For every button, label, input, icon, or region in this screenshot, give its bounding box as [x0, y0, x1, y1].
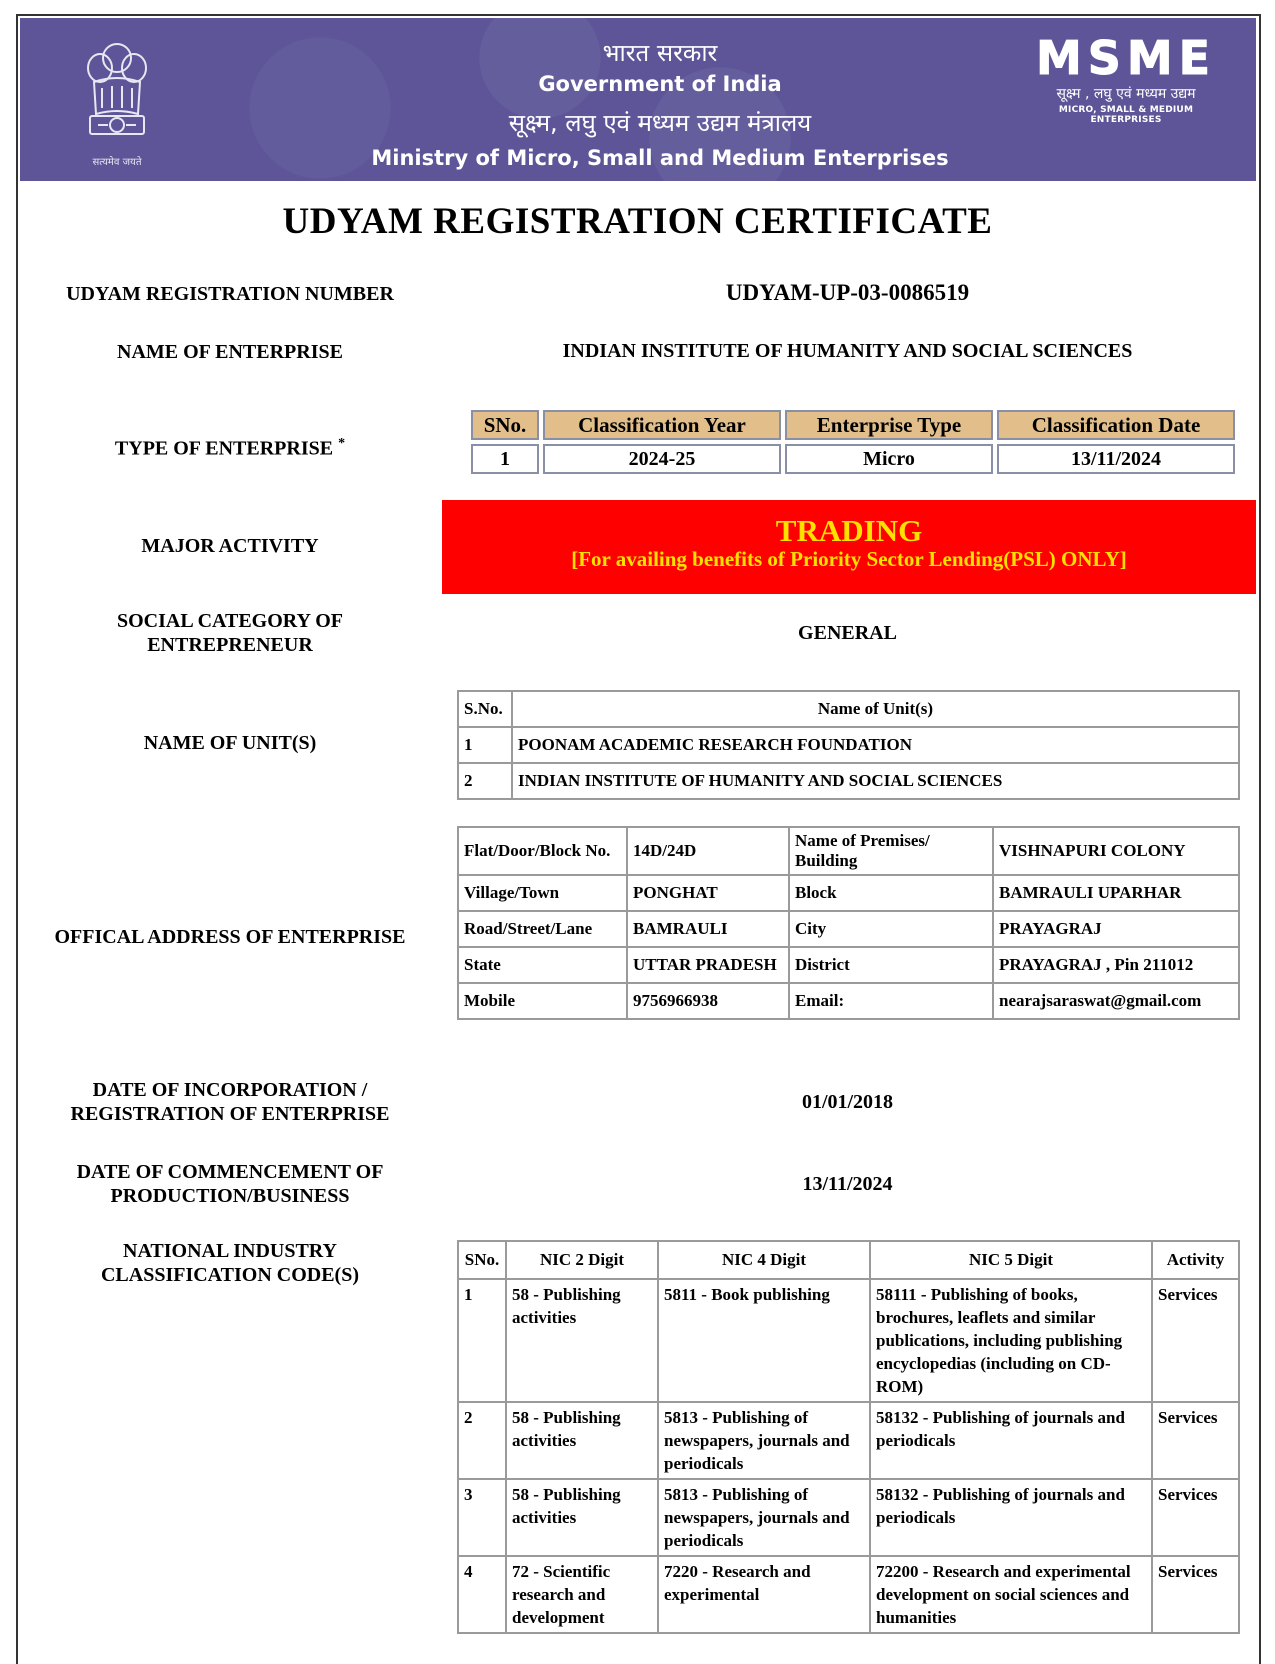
hindi-government: भारत सरकार	[602, 39, 718, 67]
units-cell-name: INDIAN INSTITUTE OF HUMANITY AND SOCIAL SCIENCES	[512, 763, 1239, 799]
nic-cell-sno: 3	[458, 1479, 506, 1556]
class-cell-year: 2024-25	[543, 444, 781, 474]
addr-key: Block	[789, 875, 993, 911]
table-row	[458, 1556, 1239, 1633]
class-header-date: Classification Date	[997, 410, 1235, 440]
nic-cell-sno: 4	[458, 1556, 506, 1633]
label-enterprise-type	[30, 432, 430, 461]
addr-key: Email:	[789, 983, 993, 1019]
label-social-category	[30, 609, 430, 657]
english-government: Government of India	[538, 72, 782, 96]
label-enterprise-name: NAME OF ENTERPRISE	[117, 341, 343, 363]
english-ministry: Ministry of Micro, Small and Medium Enterprises	[371, 146, 949, 170]
nic-table	[457, 1240, 1240, 1634]
units-cell-sno: 2	[458, 763, 512, 799]
nic-cell-2digit: 72 - Scientific research and development	[506, 1556, 658, 1633]
addr-value: 9756966938	[627, 983, 789, 1019]
addr-key: Name of Premises/ Building	[789, 827, 993, 875]
nic-cell-activity: Services	[1152, 1279, 1239, 1402]
label-incorporation	[30, 1078, 430, 1126]
class-header-type: Enterprise Type	[785, 410, 993, 440]
label-commencement	[30, 1160, 430, 1208]
addr-key: Road/Street/Lane	[458, 911, 627, 947]
table-row	[458, 1402, 1239, 1479]
addr-key: Village/Town	[458, 875, 627, 911]
label-address: OFFICAL ADDRESS OF ENTERPRISE	[54, 926, 406, 948]
label-social-category-l2: ENTREPRENEUR	[147, 634, 313, 656]
value-commencement-date: 13/11/2024	[802, 1173, 893, 1195]
major-activity-note: [For availing benefits of Priority Sector Lending(PSL) ONLY]	[571, 547, 1127, 571]
table-row	[458, 827, 1239, 875]
units-cell-sno: 1	[458, 727, 512, 763]
nic-header-activity: Activity	[1152, 1241, 1239, 1279]
ashoka-emblem-icon	[72, 36, 162, 156]
table-row	[458, 727, 1239, 763]
label-units: NAME OF UNIT(S)	[143, 732, 317, 754]
table-row	[458, 947, 1239, 983]
addr-value: PONGHAT	[627, 875, 789, 911]
nic-cell-sno: 1	[458, 1279, 506, 1402]
units-table	[457, 690, 1240, 800]
hindi-ministry: सूक्ष्म, लघु एवं मध्यम उद्यम मंत्रालय	[508, 109, 812, 137]
nic-header-sno: SNo.	[458, 1241, 506, 1279]
label-enterprise-type-text: TYPE OF ENTERPRISE	[114, 437, 334, 460]
nic-cell-2digit: 58 - Publishing activities	[506, 1279, 658, 1402]
value-reg-number: UDYAM-UP-03-0086519	[725, 280, 970, 305]
header-banner	[20, 18, 1256, 181]
nic-cell-4digit: 5813 - Publishing of newspapers, journals and periodicals	[658, 1479, 870, 1556]
nic-cell-sno: 2	[458, 1402, 506, 1479]
nic-cell-2digit: 58 - Publishing activities	[506, 1402, 658, 1479]
nic-cell-4digit: 5813 - Publishing of newspapers, journals and periodicals	[658, 1402, 870, 1479]
table-row	[458, 911, 1239, 947]
national-emblem	[72, 36, 162, 171]
label-nic-l1: NATIONAL INDUSTRY	[123, 1240, 337, 1262]
label-reg-number: UDYAM REGISTRATION NUMBER	[66, 283, 394, 305]
label-incorporation-l2: REGISTRATION OF ENTERPRISE	[70, 1103, 390, 1125]
nic-header-2digit: NIC 2 Digit	[506, 1241, 658, 1279]
value-enterprise-name: INDIAN INSTITUTE OF HUMANITY AND SOCIAL SCIENCES	[562, 340, 1133, 362]
nic-cell-2digit: 58 - Publishing activities	[506, 1479, 658, 1556]
label-social-category-l1: SOCIAL CATEGORY OF	[117, 610, 343, 632]
table-row	[458, 763, 1239, 799]
value-social-category: GENERAL	[798, 622, 897, 644]
classification-table	[467, 406, 1239, 478]
units-header-sno: S.No.	[458, 691, 512, 727]
emblem-motto: सत्यमेव जयते	[92, 157, 142, 168]
class-header-year: Classification Year	[543, 410, 781, 440]
value-incorporation-date: 01/01/2018	[801, 1091, 894, 1113]
nic-cell-activity: Services	[1152, 1556, 1239, 1633]
table-row	[458, 875, 1239, 911]
nic-header-5digit: NIC 5 Digit	[870, 1241, 1152, 1279]
label-nic	[30, 1239, 430, 1287]
label-major-activity: MAJOR ACTIVITY	[141, 535, 319, 557]
msme-english: MICRO, SMALL & MEDIUM ENTERPRISES	[1058, 105, 1194, 125]
label-commencement-l2: PRODUCTION/BUSINESS	[110, 1185, 350, 1207]
msme-logo: MSME	[1035, 31, 1217, 85]
nic-cell-4digit: 5811 - Book publishing	[658, 1279, 870, 1402]
nic-cell-activity: Services	[1152, 1479, 1239, 1556]
table-row	[458, 1479, 1239, 1556]
nic-cell-5digit: 58111 - Publishing of books, brochures, leaflets and similar publications, including publishing encyclopedias (including on CD-ROM)	[870, 1279, 1152, 1402]
table-row	[458, 983, 1239, 1019]
addr-key: District	[789, 947, 993, 983]
major-activity-box	[442, 500, 1256, 594]
nic-cell-activity: Services	[1152, 1402, 1239, 1479]
nic-cell-5digit: 58132 - Publishing of journals and periodicals	[870, 1402, 1152, 1479]
table-row	[458, 1279, 1239, 1402]
label-incorporation-l1: DATE OF INCORPORATION /	[92, 1079, 368, 1101]
msme-hindi: सूक्ष्म , लघु एवं मध्यम उद्यम	[1056, 86, 1196, 102]
class-cell-sno: 1	[471, 444, 539, 474]
certificate-title: UDYAM REGISTRATION CERTIFICATE	[282, 201, 993, 242]
major-activity-value: TRADING	[775, 513, 923, 548]
nic-cell-5digit: 58132 - Publishing of journals and periodicals	[870, 1479, 1152, 1556]
asterisk-mark: *	[338, 436, 346, 451]
nic-cell-5digit: 72200 - Research and experimental development on social sciences and humanities	[870, 1556, 1152, 1633]
address-table	[457, 826, 1240, 1020]
class-header-sno: SNo.	[471, 410, 539, 440]
class-cell-type: Micro	[785, 444, 993, 474]
addr-value: PRAYAGRAJ	[993, 911, 1239, 947]
addr-key: Flat/Door/Block No.	[458, 827, 627, 875]
units-header-name: Name of Unit(s)	[512, 691, 1239, 727]
addr-key: Mobile	[458, 983, 627, 1019]
addr-key: State	[458, 947, 627, 983]
label-nic-l2: CLASSIFICATION CODE(S)	[100, 1264, 359, 1286]
nic-header-4digit: NIC 4 Digit	[658, 1241, 870, 1279]
addr-email: nearajsaraswat@gmail.com	[993, 983, 1239, 1019]
label-commencement-l1: DATE OF COMMENCEMENT OF	[76, 1161, 384, 1183]
addr-value: 14D/24D	[627, 827, 789, 875]
addr-value: PRAYAGRAJ , Pin 211012	[993, 947, 1239, 983]
addr-key: City	[789, 911, 993, 947]
nic-cell-4digit: 7220 - Research and experimental	[658, 1556, 870, 1633]
units-cell-name: POONAM ACADEMIC RESEARCH FOUNDATION	[512, 727, 1239, 763]
addr-value: BAMRAULI UPARHAR	[993, 875, 1239, 911]
msme-logo-block	[1026, 31, 1226, 125]
addr-value: VISHNAPURI COLONY	[993, 827, 1239, 875]
class-cell-date: 13/11/2024	[997, 444, 1235, 474]
addr-value: UTTAR PRADESH	[627, 947, 789, 983]
addr-value: BAMRAULI	[627, 911, 789, 947]
